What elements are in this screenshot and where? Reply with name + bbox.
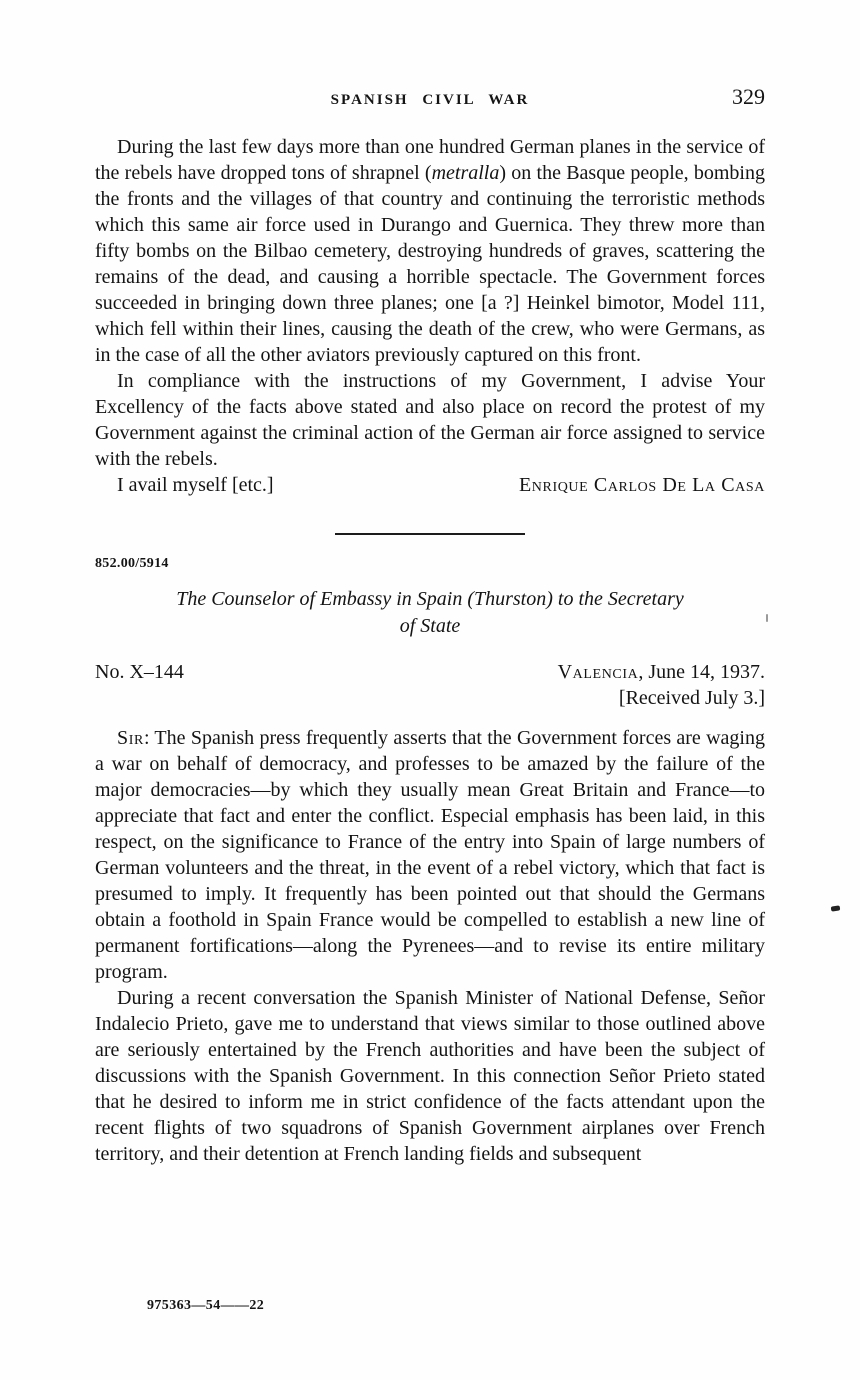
document-heading-line2: of State (399, 615, 461, 637)
text-block (95, 84, 765, 1167)
paragraph-german-planes: During the last few days more than one hundred German planes in the service of the rebels have dropped tons of shrapnel (metralla) on the Basque people, bombing the fronts and the villages of that country and continuing the terroristic methods which this same air force used in Durango and Guernica. They threw more than fifty bombs on the Bilbao cemetery, destroying hundreds of graves, scattering the remains of the dead, and causing a horrible spectacle. The Government forces succeeded in bringing down three planes; one [a ?] Heinkel bimotor, Model 111, which fell within their lines, causing the death of the crew, who were Germans, as in the case of all the other aviators previously captured on this front. (95, 136, 765, 366)
signoff-row (95, 472, 765, 498)
file-number: 852.00/5914 (95, 556, 169, 571)
signoff-text: I avail myself [etc.] (117, 474, 274, 496)
received-date: [Received July 3.] (618, 687, 765, 709)
paragraph-sir: Sir: The Spanish press frequently asserts that the Government forces are waging a war on behalf of democracy, and professes to be amazed by the failure of the major democracies—by which they usually mean Great Britain and France—to appreciate that fact and enter the conflict. Especial emphasis has been laid, in this respect, on the significance to France of the entry into Spain of large numbers of German volunteers and the threat, in the event of a rebel victory, which that fact is presumed to imply. It frequently has been pointed out that should the Germans obtain a foothold in Spain France would be compelled to establish a new line of permanent fortifications—along the Pyrenees—and to revise its entire military program. (95, 727, 765, 983)
page-number: 329 (732, 84, 765, 109)
print-reference-code: 975363—54——22 (147, 1298, 265, 1313)
paragraph-prieto: During a recent conversation the Spanish Minister of National Defense, Señor Indalecio Prieto, gave me to understand that views similar to those outlined above are seriously entertained by the French authorities and have been the subject of discussions with the Spanish Government. In this connection Señor Prieto stated that he desired to inform me in strict confidence of the facts attendant upon the recent flights of two squadrons of Spanish Government airplanes over French territory, and their detention at French landing fields and subsequent (95, 987, 765, 1165)
paragraph-compliance: In compliance with the instructions of my Government, I advise Your Excellency of the facts above stated and also place on record the protest of my Government against the criminal action of the German air force assigned to service with the rebels. (95, 370, 765, 470)
section-divider (335, 533, 525, 535)
document-heading-line1: The Counselor of Embassy in Spain (Thurston) to the Secretary (176, 588, 684, 610)
document-meta-row (95, 659, 765, 685)
running-header (95, 84, 765, 110)
scan-artifact (831, 905, 841, 911)
dateline: Valencia, June 14, 1937. (557, 661, 765, 683)
document-heading (95, 586, 765, 640)
scan-artifact (766, 614, 768, 622)
signature: Enrique Carlos De La Casa (518, 474, 765, 496)
document-number: No. X–144 (95, 661, 184, 683)
running-header-title: SPANISH CIVIL WAR (330, 92, 530, 108)
